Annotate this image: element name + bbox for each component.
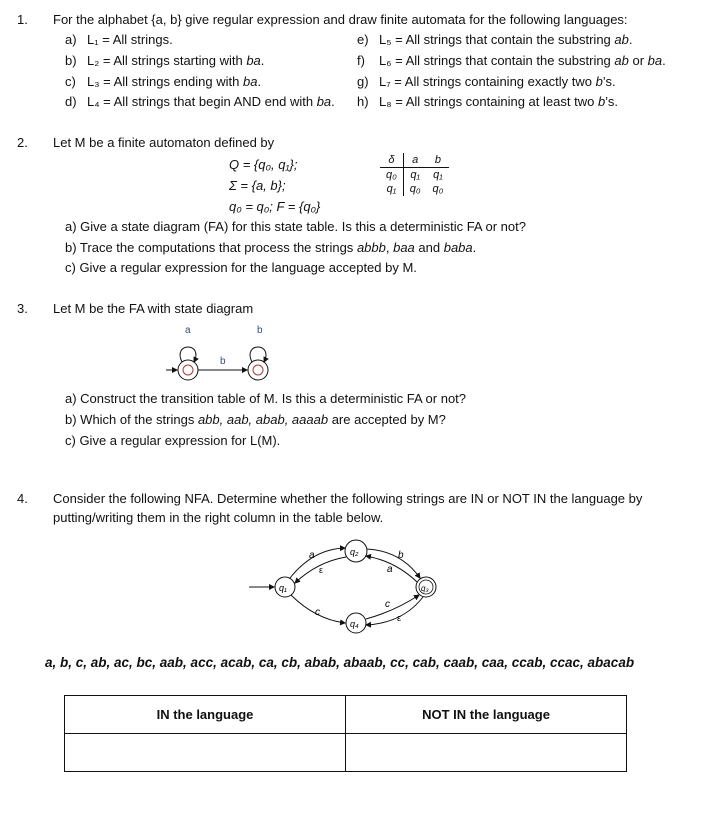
- table-row: q₀ q₁ q₁: [380, 168, 449, 183]
- table-header-b: b: [427, 153, 450, 168]
- q1-item-c: c) L₃ = All strings ending with ba.: [65, 74, 262, 89]
- q3-intro: Let M be the FA with state diagram: [53, 301, 254, 316]
- state-q1: q₁: [279, 583, 287, 593]
- q2-def-start-final: q₀ = q₀; F = {q₀}: [229, 199, 321, 214]
- state-q3: q₃: [421, 584, 429, 593]
- svg-text:a: a: [387, 564, 393, 575]
- q1-item-d: d) L₄ = All strings that begin AND end with ba.: [65, 94, 335, 109]
- q1-item-e: e) L₅ = All strings that contain the substring ab.: [357, 32, 633, 47]
- q1-item-f: f) L₆ = All strings that contain the substring ab or ba.: [357, 53, 666, 68]
- q2-part-c: c) Give a regular expression for the language accepted by M.: [65, 260, 417, 275]
- in-language-cell[interactable]: [65, 734, 346, 772]
- in-language-header: IN the language: [65, 696, 346, 734]
- loop-label-b: b: [257, 325, 263, 336]
- state-q2: q₂: [350, 547, 359, 557]
- table-row: q₁ q₀ q₀: [380, 182, 449, 196]
- q3-part-b: b) Which of the strings abb, aab, abab, aaaab are accepted by M?: [65, 412, 446, 427]
- q1-number: 1.: [17, 12, 28, 27]
- q2-transition-table: [380, 153, 449, 196]
- q3-part-a: a) Construct the transition table of M. Is this a deterministic FA or not?: [65, 391, 467, 406]
- q4-intro-line1: Consider the following NFA. Determine whether the following strings are IN or NOT IN the language by: [53, 491, 643, 506]
- not-in-language-header: NOT IN the language: [346, 696, 627, 734]
- q3-number: 3.: [17, 301, 28, 316]
- edge-label-b: b: [220, 356, 226, 367]
- q2-intro: Let M be a finite automaton defined by: [53, 135, 275, 150]
- svg-text:ε: ε: [397, 613, 402, 623]
- svg-text:c: c: [315, 607, 320, 618]
- q1-intro: For the alphabet {a, b} give regular expression and draw finite automata for the following languages:: [53, 12, 628, 27]
- svg-text:b: b: [398, 550, 404, 561]
- answer-table: [64, 695, 627, 772]
- svg-text:a: a: [309, 550, 315, 561]
- q1-item-a: a) L₁ = All strings.: [65, 32, 173, 47]
- q1-item-h: h) L₈ = All strings containing at least two b’s.: [357, 94, 618, 109]
- q4-number: 4.: [17, 491, 28, 506]
- q2-part-a: a) Give a state diagram (FA) for this state table. Is this a deterministic FA or not?: [65, 219, 526, 234]
- q1-item-b: b) L₂ = All strings starting with ba.: [65, 53, 265, 68]
- svg-text:c: c: [385, 599, 390, 610]
- q1-item-g: g) L₇ = All strings containing exactly two b’s.: [357, 74, 616, 89]
- q4-string-list: a, b, c, ab, ac, bc, aab, acc, acab, ca, cb, abab, abaab, cc, cab, caab, caa, ccab, ccac, abacab: [45, 655, 635, 670]
- q4-nfa-diagram: [245, 535, 450, 635]
- loop-label-a: a: [185, 325, 191, 336]
- q3-state-diagram: [160, 320, 290, 385]
- q2-part-b: b) Trace the computations that process the strings abbb, baa and baba.: [65, 240, 477, 255]
- not-in-language-cell[interactable]: [346, 734, 627, 772]
- q3-part-c: c) Give a regular expression for L(M).: [65, 433, 281, 448]
- table-header-a: a: [403, 153, 426, 168]
- state-q4: q₄: [350, 619, 359, 629]
- q2-number: 2.: [17, 135, 28, 150]
- q2-def-states: Q = {q₀, q₁};: [229, 157, 298, 172]
- svg-text:ε: ε: [319, 565, 324, 575]
- q2-def-alphabet: Σ = {a, b};: [229, 178, 286, 193]
- q4-intro-line2: putting/writing them in the right column in the table below.: [53, 510, 384, 525]
- table-header-delta: δ: [380, 153, 403, 168]
